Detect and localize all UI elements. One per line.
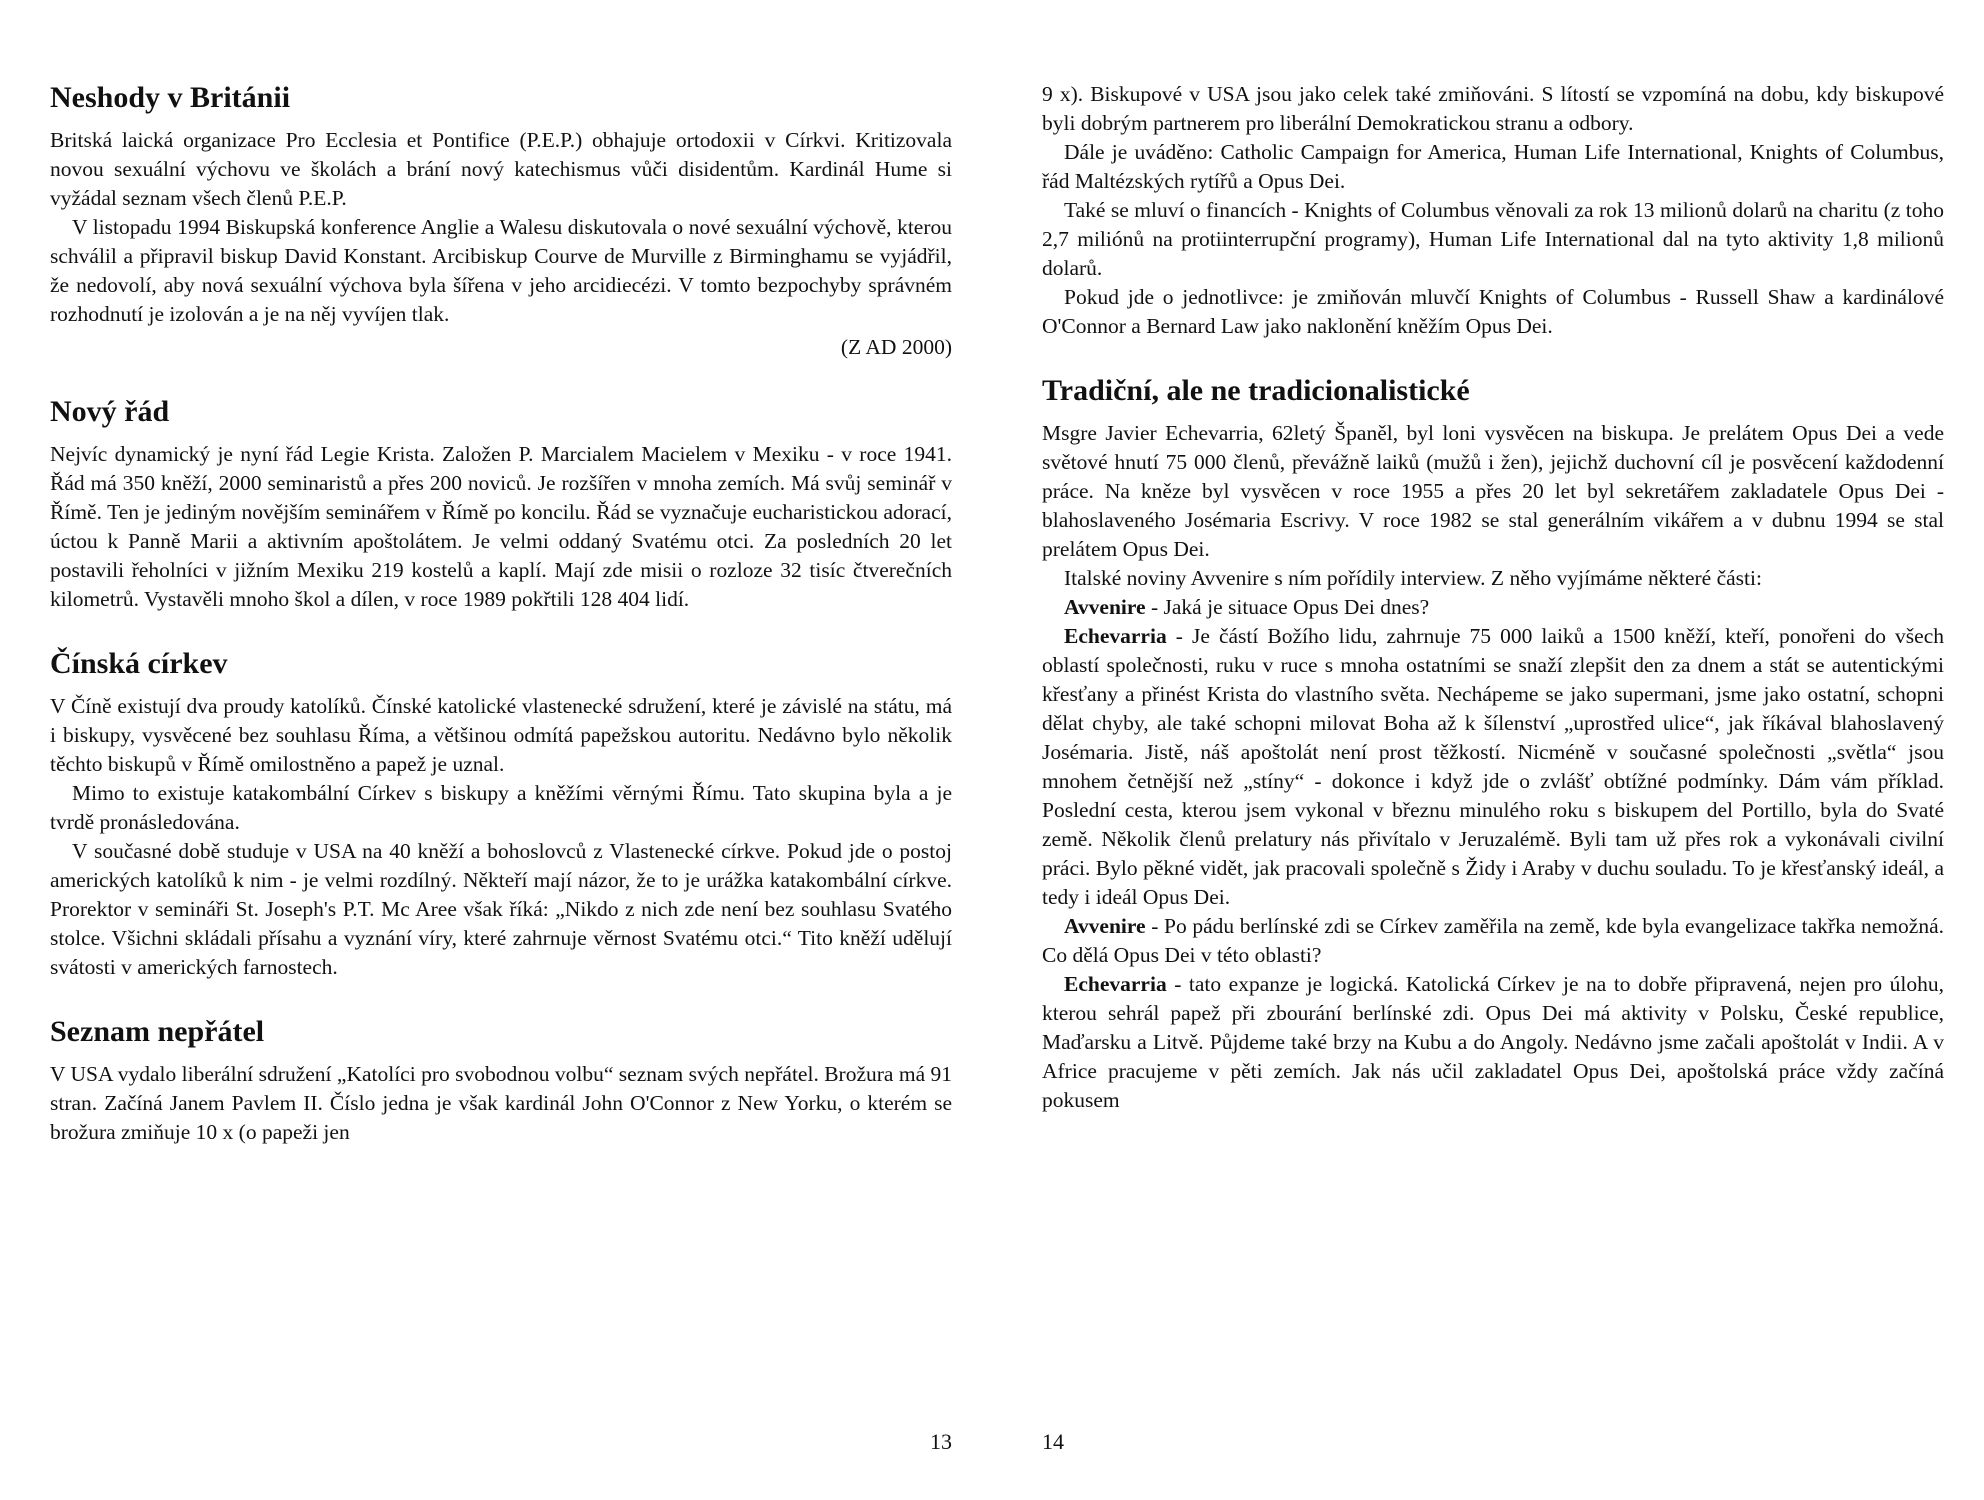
interview-turn [1042, 622, 1944, 912]
paragraph: Také se mluví o financích - Knights of Columbus věnovali za rok 13 milionů dolarů na charitu (z toho 2,7 miliónů na protiinterrupční programy), Human Life International dal na tyto aktivity 1,8 milionů dolarů. [1042, 198, 1944, 280]
speaker-name: Avvenire [1064, 595, 1146, 619]
article-title: Tradiční, ale ne tradicionalistické [1042, 374, 1470, 407]
source-citation: (Z AD 2000) [840, 335, 952, 359]
paragraph: Italské noviny Avvenire s ním pořídily interview. Z něho vyjímáme některé části: [1064, 566, 1762, 590]
interview-text: - Je částí Božího lidu, zahrnuje 75 000 laiků a 1500 kněží, kteří, ponořeni do všech oblastí společnosti, ruku v ruce s mnoha ostatními se snaží zlepšit den za dnem a stát se autentickými křesťany a přinést Krista do vlastního světa. Nechápeme se jako supermani, jsme jako ostatní, schopni dělat chyby, ale také schopni milovat Boha až k šílenství „uprostřed ulice“, jak říkával blahoslavený Josémaria. Jistě, náš apoštolát není prost těžkostí. Nicméně v současné společnosti „světla“ jsou mnohem četnější než „stíny“ - dokonce i když jde o zvlášť obtížné podmínky. Dám vám příklad. Poslední cesta, kterou jsem vykonal v březnu minulého roku s biskupem del Portillo, byla do Svaté země. Několik členů prelatury nás přivítalo v Jeruzalémě. Byli tam už přes rok a vykonávali civilní práci. Bylo pěkné vidět, jak pracovali společně s Židy i Araby v duchu souladu. To je křesťanský ideál, a tedy i ideál Opus Dei. [1042, 624, 1944, 909]
interview-turn [1042, 970, 1944, 1115]
paragraph: V Číně existují dva proudy katolíků. Čínské katolické vlastenecké sdružení, které je závislé na státu, má i biskupy, vysvěcené bez souhlasu Říma, a většinou odmítá papežskou autoritu. Nedávno bylo několik těchto biskupů v Římě omilostněno a papež je uznal. [50, 694, 952, 776]
right-column [1042, 80, 1944, 1147]
speaker-name: Echevarria [1064, 972, 1167, 996]
paragraph: Britská laická organizace Pro Ecclesia et Pontifice (P.E.P.) obhajuje ortodoxii v Církvi. Kritizovala novou sexuální výchovu ve školách a brání nový katechismus vůči disidentům. Kardinál Hume si vyžádal seznam všech členů P.E.P. [50, 128, 952, 210]
interview-turn [1042, 593, 1944, 622]
page-number: 13 [930, 1429, 952, 1454]
paragraph: Nejvíc dynamický je nyní řád Legie Krista. Založen P. Marcialem Macielem v Mexiku - v roce 1941. Řád má 350 kněží, 2000 seminaristů a přes 200 noviců. Je rozšířen v mnoha zemích. Má svůj seminář v Římě. Ten je jediným novějším seminářem v Římě po koncilu. Řád se vyznačuje eucharistickou adorací, úctou k Panně Marii a aktivním apoštolátem. Je velmi oddaný Svatému otci. Za posledních 20 let postavili řeholníci v jižním Mexiku 219 kostelů a kaplí. Mají zde misii o rozloze 32 tisíc čtverečních kilometrů. Vystavěli mnoho škol a dílen, v roce 1989 pokřtili 128 404 lidí. [50, 442, 952, 611]
left-page [50, 0, 952, 1500]
interview-turn [1042, 912, 1944, 970]
article-title: Seznam nepřátel [50, 1015, 265, 1048]
article-tradicni [1042, 373, 1944, 1115]
paragraph: V USA vydalo liberální sdružení „Katolíci pro svobodnou volbu“ seznam svých nepřátel. Brožura má 91 stran. Začíná Janem Pavlem II. Číslo jedna je však kardinál John O'Connor z New Yorku, o kterém se brožura zmiňuje 10 x (o papeži jen [50, 1062, 952, 1144]
speaker-name: Avvenire [1064, 914, 1146, 938]
article-title: Neshody v Británii [50, 81, 291, 114]
article-novy-rad [50, 394, 952, 614]
page-number: 14 [1042, 1429, 1064, 1454]
interview-text: - Po pádu berlínské zdi se Církev zaměřila na země, kde byla evangelizace takřka nemožná. Co dělá Opus Dei v této oblasti? [1042, 914, 1944, 967]
interview-text: - Jaká je situace Opus Dei dnes? [1145, 595, 1430, 619]
article-neshody [50, 80, 952, 362]
paragraph: Pokud jde o jednotlivce: je zmiňován mluvčí Knights of Columbus - Russell Shaw a kardinálové O'Connor a Bernard Law jako naklonění kněžím Opus Dei. [1042, 285, 1944, 338]
interview-text: - tato expanze je logická. Katolická Církev je na to dobře připravená, nejen pro úlohu, kterou sehrál papež při zbourání berlínské zdi. Opus Dei má aktivity v Polsku, České republice, Maďarsku a Litvě. Půjdeme také brzy na Kubu a do Angoly. Nedávno jsme začali apoštolát v Indii. A v Africe pracujeme v pěti zemích. Jak nás učil zakladatel Opus Dei, apoštolská práce vždy začíná pokusem [1042, 972, 1944, 1112]
speaker-name: Echevarria [1064, 624, 1167, 648]
paragraph: Mimo to existuje katakombální Církev s biskupy a kněžími věrnými Římu. Tato skupina byla a je tvrdě pronásledována. [50, 781, 952, 834]
article-cinska-cirkev [50, 646, 952, 982]
paragraph: 9 x). Biskupové v USA jsou jako celek také zmiňováni. S lítostí se vzpomíná na dobu, kdy biskupové byli dobrým partnerem pro liberální Demokratickou stranu a odbory. [1042, 82, 1944, 135]
article-title: Nový řád [50, 395, 170, 428]
paragraph: V listopadu 1994 Biskupská konference Anglie a Walesu diskutovala o nové sexuální výchově, kterou schválil a připravil biskup David Konstant. Arcibiskup Courve de Murville z Birminghamu se vyjádřil, že nedovolí, aby nová sexuální výchova byla šířena v jeho arcidiecézi. V tomto bezpochyby správném rozhodnutí je izolován a je na něj vyvíjen tlak. [50, 215, 952, 326]
paragraph: Dále je uváděno: Catholic Campaign for America, Human Life International, Knights of Columbus, řád Maltézských rytířů a Opus Dei. [1042, 140, 1944, 193]
paragraph: Msgre Javier Echevarria, 62letý Španěl, byl loni vysvěcen na biskupa. Je prelátem Opus Dei a vede světové hnutí 75 000 členů, převážně laiků (mužů i žen), jejichž duchovní cíl je posvěcení každodenní práce. Na kněze byl vysvěcen v roce 1955 a přes 20 let byl sekretářem zakladatele Opus Dei - blahoslaveného Josémaria Escrivy. V roce 1982 se stal generálním vikářem a v dubnu 1994 se stal prelátem Opus Dei. [1042, 421, 1944, 561]
left-column [50, 80, 952, 1179]
right-page [1042, 0, 1944, 1500]
article-continuation [1042, 80, 1944, 341]
article-seznam-nepratel [50, 1014, 952, 1147]
article-title: Čínská církev [50, 647, 228, 680]
paragraph: V současné době studuje v USA na 40 kněží a bohoslovců z Vlastenecké církve. Pokud jde o postoj amerických katolíků k nim - je velmi rozdílný. Někteří mají názor, že to je urážka katakombální církve. Prorektor v semináři St. Joseph's P.T. Mc Aree však říká: „Nikdo z nich zde není bez souhlasu Svatého stolce. Všichni skládali přísahu a vyznání víry, které zahrnuje věrnost Svatému otci.“ Tito kněží udělují svátosti v amerických farnostech. [50, 839, 952, 979]
